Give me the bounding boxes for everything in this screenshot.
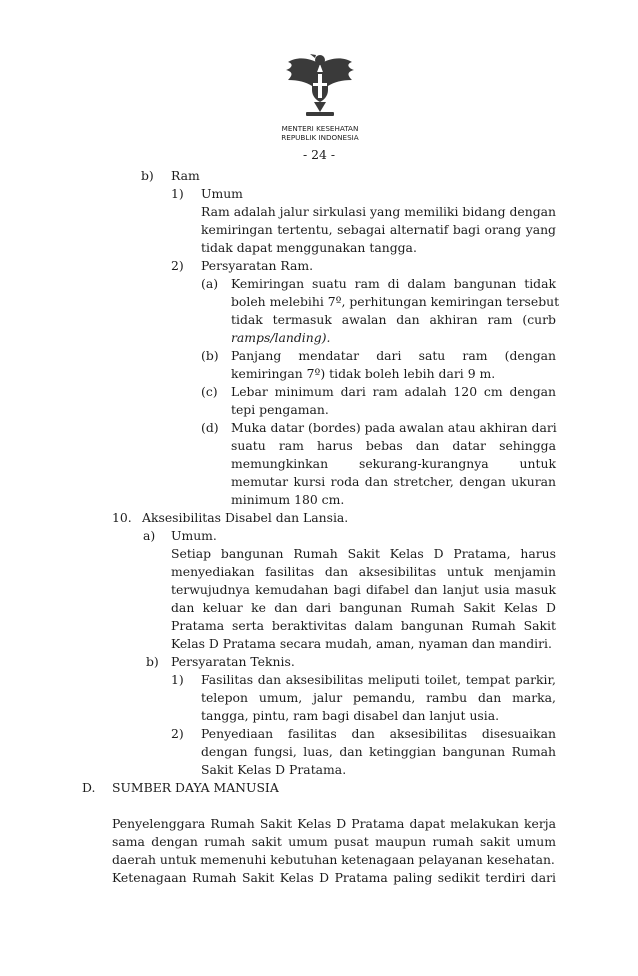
paragraph-line: memutar kursi roda dan stretcher, dengan ukuran bbox=[231, 474, 556, 489]
section-marker: 10. bbox=[112, 510, 132, 525]
section-marker: D. bbox=[82, 780, 96, 795]
item-marker: (c) bbox=[201, 384, 218, 399]
paragraph-line: Penyelenggara Rumah Sakit Kelas D Pratama dapat melakukan kerja bbox=[112, 816, 556, 831]
paragraph-line: minimum 180 cm. bbox=[231, 492, 345, 507]
item-title: Persyaratan Ram. bbox=[201, 258, 314, 273]
item-title: Persyaratan Teknis. bbox=[171, 654, 295, 669]
paragraph-line: memungkinkan sekurang-kurangnya untuk bbox=[231, 456, 556, 471]
paragraph-line: Ketenagaan Rumah Sakit Kelas D Pratama paling sedikit terdiri dari bbox=[112, 870, 556, 885]
item-marker: a) bbox=[143, 528, 156, 543]
paragraph-line: Panjang mendatar dari satu ram (dengan bbox=[231, 348, 556, 363]
paragraph-line: boleh melebihi 7º, perhitungan kemiringan tersebut bbox=[231, 294, 560, 309]
page-number: - 24 - bbox=[302, 147, 336, 162]
paragraph-line: Ram adalah jalur sirkulasi yang memiliki bidang dengan bbox=[201, 204, 557, 219]
item-marker: (a) bbox=[201, 276, 219, 291]
item-marker: 2) bbox=[171, 258, 184, 273]
section-title: Aksesibilitas Disabel dan Lansia. bbox=[142, 510, 349, 525]
paragraph-line: ramps/landing). bbox=[231, 330, 331, 345]
paragraph-line: tidak termasuk awalan dan akhiran ram (curb bbox=[231, 312, 556, 327]
paragraph-line: terwujudnya kemudahan bagi difabel dan lanjut usia masuk bbox=[171, 582, 556, 597]
garuda-emblem-icon bbox=[282, 50, 358, 120]
paragraph-line: Penyediaan fasilitas dan aksesibilitas disesuaikan bbox=[201, 726, 556, 741]
paragraph-line: tidak dapat menggunakan tangga. bbox=[201, 240, 417, 255]
item-marker: 1) bbox=[171, 186, 184, 201]
paragraph-line: tepi pengaman. bbox=[231, 402, 329, 417]
item-title: Ram bbox=[171, 168, 200, 183]
paragraph-line: Kelas D Pratama secara mudah, aman, nyaman dan mandiri. bbox=[171, 636, 552, 651]
paragraph-line: Sakit Kelas D Pratama. bbox=[201, 762, 347, 777]
paragraph-line: tangga, pintu, ram bagi disabel dan lanjut usia. bbox=[201, 708, 500, 723]
item-marker: b) bbox=[141, 168, 154, 183]
item-marker: b) bbox=[146, 654, 159, 669]
paragraph-line: menyediakan fasilitas dan aksesibilitas untuk menjamin bbox=[171, 564, 556, 579]
paragraph-line: Fasilitas dan aksesibilitas meliputi toilet, tempat parkir, bbox=[201, 672, 556, 687]
paragraph-line: kemiringan 7º) tidak boleh lebih dari 9 m. bbox=[231, 366, 496, 381]
paragraph-line: Setiap bangunan Rumah Sakit Kelas D Pratama, harus bbox=[171, 546, 556, 561]
paragraph-line: Kemiringan suatu ram di dalam bangunan tidak bbox=[231, 276, 556, 291]
institution-name-line2: REPUBLIK INDONESIA bbox=[281, 133, 359, 142]
paragraph-line: sama dengan rumah sakit umum pusat maupun rumah sakit umum bbox=[112, 834, 556, 849]
paragraph-line: daerah untuk memenuhi kebutuhan ketenagaan pelayanan kesehatan. bbox=[112, 852, 555, 867]
section-title: SUMBER DAYA MANUSIA bbox=[112, 780, 279, 795]
item-title: Umum. bbox=[171, 528, 217, 543]
item-marker: 1) bbox=[171, 672, 184, 687]
paragraph-line: suatu ram harus bebas dan datar sehingga bbox=[231, 438, 556, 453]
item-marker: (b) bbox=[201, 348, 219, 363]
paragraph-line: Lebar minimum dari ram adalah 120 cm dengan bbox=[231, 384, 556, 399]
item-marker: (d) bbox=[201, 420, 219, 435]
paragraph-line: dengan fungsi, luas, dan ketinggian bangunan Rumah bbox=[201, 744, 556, 759]
paragraph-line: dan keluar ke dan dari bangunan Rumah Sakit Kelas D bbox=[171, 600, 556, 615]
item-marker: 2) bbox=[171, 726, 184, 741]
paragraph-line: kemiringan tertentu, sebagai alternatif bagi orang yang bbox=[201, 222, 556, 237]
paragraph-line: Pratama serta beraktivitas dalam bangunan Rumah Sakit bbox=[171, 618, 556, 633]
item-title: Umum bbox=[201, 186, 243, 201]
paragraph-line: Muka datar (bordes) pada awalan atau akhiran dari bbox=[231, 420, 557, 435]
institution-name-line1: MENTERI KESEHATAN bbox=[281, 124, 359, 133]
paragraph-line: telepon umum, jalur pemandu, rambu dan marka, bbox=[201, 690, 556, 705]
